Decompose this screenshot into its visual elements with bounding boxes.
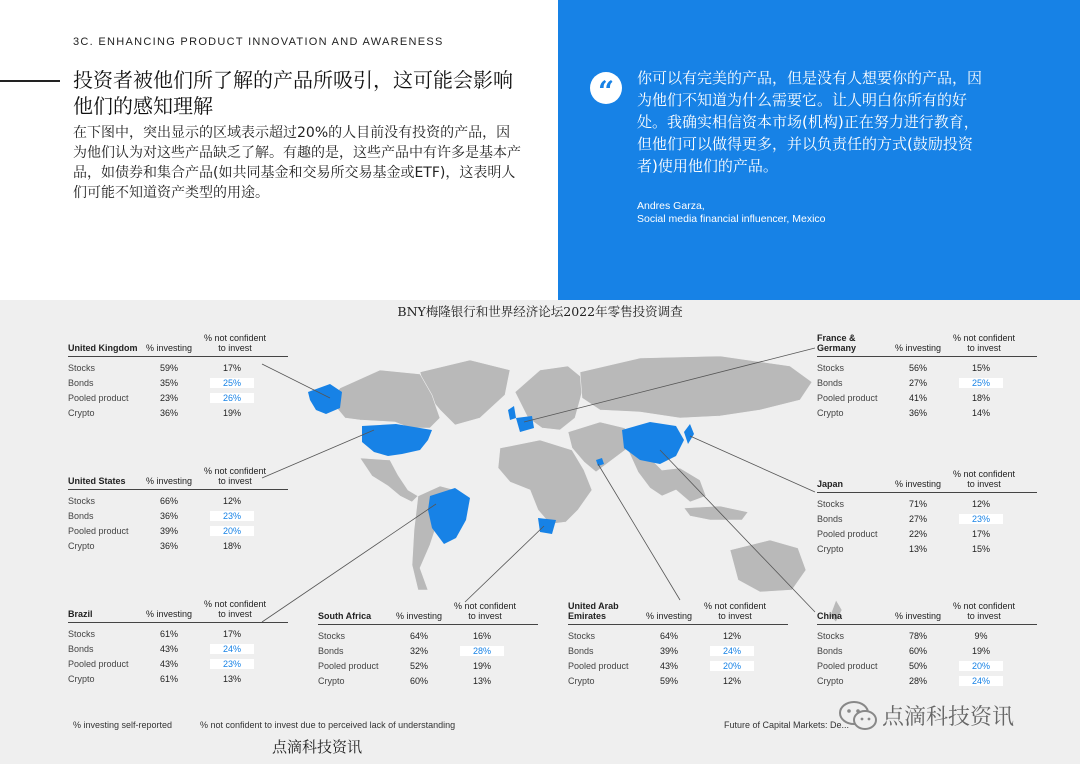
not-confident-value: 28% (460, 646, 504, 656)
row-label: Crypto (318, 676, 345, 686)
country-table-south-africa (318, 598, 538, 688)
investing-value: 71% (909, 499, 928, 509)
row-label: Bonds (68, 511, 94, 521)
table-row (817, 628, 1037, 643)
not-confident-value: 13% (472, 676, 491, 686)
country-name: Japan (817, 479, 844, 489)
table-row (817, 375, 1037, 390)
investing-value: 36% (160, 511, 179, 521)
investing-value: 43% (160, 644, 179, 654)
row-label: Pooled product (817, 661, 878, 671)
investing-value: 56% (909, 363, 928, 373)
investing-value: 52% (410, 661, 429, 671)
table-row (68, 641, 288, 656)
header-investing: % investing (396, 611, 443, 621)
row-label: Stocks (817, 363, 845, 373)
investing-value: 27% (909, 378, 928, 388)
intro-paragraph: 在下图中，突出显示的区域表示超过20%的人目前没有投资的产品，因为他们认为对这些产品缺乏了解。有趣的是，这些产品中有许多是基本产品，如债券和集合产品(如共同基金和交易所交易基金或ETF)，这表明人们可能不知道资产类型的用途。 (73, 125, 521, 201)
investing-value: 23% (160, 393, 179, 403)
table-header (817, 330, 1037, 357)
row-label: Crypto (68, 408, 95, 418)
investing-value: 28% (909, 676, 928, 686)
country-table-us (68, 463, 288, 553)
header-investing: % investing (895, 343, 942, 353)
not-confident-value: 25% (959, 378, 1003, 388)
not-confident-value: 17% (222, 629, 241, 639)
country-name: United States (68, 476, 126, 486)
watermark-text: 点滴科技资讯 (272, 738, 363, 756)
investing-value: 35% (160, 378, 179, 388)
not-confident-value: 9% (974, 631, 988, 641)
table-row (318, 643, 538, 658)
wechat-logo-icon (838, 700, 878, 732)
usa-highlight (362, 424, 432, 456)
header-investing: % investing (646, 611, 693, 621)
headline: 投资者被他们所了解的产品所吸引，这可能会影响他们的感知理解 (73, 68, 513, 118)
table-header (68, 330, 288, 357)
quote-panel (558, 0, 1080, 300)
alaska-highlight (308, 384, 342, 414)
table-row (817, 390, 1037, 405)
not-confident-value: 25% (210, 378, 254, 388)
table-row (817, 526, 1037, 541)
row-label: Stocks (68, 629, 96, 639)
header-not-confident: % not confident to invest (203, 599, 267, 619)
table-row (68, 360, 288, 375)
header-not-confident: % not confident to invest (453, 601, 517, 621)
not-confident-value: 12% (222, 496, 241, 506)
row-label: Bonds (817, 646, 843, 656)
table-row (568, 673, 788, 688)
table-row (68, 375, 288, 390)
table-row (568, 643, 788, 658)
header-investing: % investing (895, 611, 942, 621)
row-label: Crypto (568, 676, 595, 686)
quote-author: Andres Garza, (637, 200, 705, 212)
quote-text: 你可以有完美的产品，但是没有人想要你的产品，因为他们不知道为什么需要它。让人明白你所有的好处。我确实相信资本市场(机构)正在努力进行教育，但他们可以做得更多，并以负责任的方式(鼓励投资者)使用他们的产品。 (637, 69, 983, 175)
investing-value: 43% (660, 661, 679, 671)
australia-shape (730, 540, 806, 592)
not-confident-value: 18% (971, 393, 990, 403)
quote-author-role: Social media financial influencer, Mexico (637, 213, 826, 225)
row-label: Crypto (68, 674, 95, 684)
not-confident-value: 20% (710, 661, 754, 671)
investing-value: 36% (909, 408, 928, 418)
investing-value: 41% (909, 393, 928, 403)
row-label: Bonds (568, 646, 594, 656)
section-label: 3C. ENHANCING PRODUCT INNOVATION AND AWARENESS (73, 36, 444, 48)
russia-shape (580, 356, 812, 418)
country-table-uk (68, 330, 288, 420)
table-row (68, 626, 288, 641)
header-investing: % investing (146, 343, 193, 353)
not-confident-value: 17% (222, 363, 241, 373)
leader-line-south-africa (465, 526, 544, 602)
header-not-confident: % not confident to invest (203, 333, 267, 353)
row-label: Pooled product (817, 393, 878, 403)
brazil-highlight (428, 488, 470, 544)
investing-value: 22% (909, 529, 928, 539)
header-not-confident: % not confident to invest (203, 466, 267, 486)
table-header (817, 466, 1037, 493)
table-row (817, 511, 1037, 526)
footnote-investing: % investing self-reported (73, 720, 173, 730)
quote-mark-icon: “ (590, 72, 622, 104)
mexico-shape (360, 458, 418, 502)
not-confident-value: 12% (722, 676, 741, 686)
not-confident-value: 12% (722, 631, 741, 641)
investing-value: 50% (909, 661, 928, 671)
table-row (817, 643, 1037, 658)
row-label: Stocks (68, 496, 96, 506)
table-row (817, 541, 1037, 556)
not-confident-value: 23% (210, 511, 254, 521)
investing-value: 43% (160, 659, 179, 669)
investing-value: 60% (909, 646, 928, 656)
uk-highlight (508, 406, 516, 420)
not-confident-value: 24% (210, 644, 254, 654)
source-note: Future of Capital Markets: De... (724, 720, 850, 730)
not-confident-value: 19% (971, 646, 990, 656)
table-row (318, 673, 538, 688)
country-name: United Kingdom (68, 343, 138, 353)
country-name: United Arab Emirates (568, 601, 619, 621)
table-row (817, 658, 1037, 673)
table-row (68, 671, 288, 686)
not-confident-value: 24% (959, 676, 1003, 686)
row-label: Pooled product (68, 659, 129, 669)
not-confident-value: 24% (710, 646, 754, 656)
not-confident-value: 17% (971, 529, 990, 539)
table-header (68, 463, 288, 490)
table-row (68, 508, 288, 523)
table-row (68, 656, 288, 671)
row-label: Stocks (68, 363, 96, 373)
not-confident-value: 12% (971, 499, 990, 509)
investing-value: 61% (160, 674, 179, 684)
japan-highlight (684, 424, 694, 444)
not-confident-value: 20% (210, 526, 254, 536)
leader-line-japan (690, 436, 815, 492)
table-row (68, 390, 288, 405)
country-name: China (817, 611, 843, 621)
header-investing: % investing (895, 479, 942, 489)
table-row (568, 658, 788, 673)
table-row (68, 493, 288, 508)
row-label: Pooled product (318, 661, 379, 671)
investing-value: 66% (160, 496, 179, 506)
table-row (817, 360, 1037, 375)
country-table-brazil (68, 596, 288, 686)
not-confident-value: 14% (971, 408, 990, 418)
not-confident-value: 23% (959, 514, 1003, 524)
row-label: Crypto (68, 541, 95, 551)
header-investing: % investing (146, 609, 193, 619)
table-header (318, 598, 538, 625)
country-table-japan (817, 466, 1037, 556)
investing-value: 27% (909, 514, 928, 524)
not-confident-value: 26% (210, 393, 254, 403)
not-confident-value: 15% (971, 363, 990, 373)
row-label: Crypto (817, 676, 844, 686)
not-confident-value: 16% (472, 631, 491, 641)
table-row (68, 538, 288, 553)
row-label: Bonds (318, 646, 344, 656)
investing-value: 39% (660, 646, 679, 656)
row-label: Bonds (817, 378, 843, 388)
country-name: Brazil (68, 609, 93, 619)
survey-title: BNY梅隆银行和世界经济论坛2022年零售投资调查 (397, 304, 683, 319)
investing-value: 60% (410, 676, 429, 686)
table-header (68, 596, 288, 623)
row-label: Pooled product (817, 529, 878, 539)
row-label: Stocks (568, 631, 596, 641)
header-not-confident: % not confident to invest (952, 469, 1016, 489)
not-confident-value: 20% (959, 661, 1003, 671)
header-not-confident: % not confident to invest (703, 601, 767, 621)
row-label: Pooled product (568, 661, 629, 671)
header-investing: % investing (146, 476, 193, 486)
investing-value: 59% (660, 676, 679, 686)
country-table-uae (568, 598, 788, 688)
row-label: Pooled product (68, 393, 129, 403)
row-label: Crypto (817, 544, 844, 554)
country-table-france-germany (817, 330, 1037, 420)
investing-value: 13% (909, 544, 928, 554)
leader-line-china (660, 450, 815, 612)
headline-rule (0, 80, 60, 82)
row-label: Bonds (68, 378, 94, 388)
table-row (68, 523, 288, 538)
investing-value: 32% (410, 646, 429, 656)
table-header (817, 598, 1037, 625)
header-not-confident: % not confident to invest (952, 601, 1016, 621)
investing-value: 36% (160, 541, 179, 551)
row-label: Stocks (817, 631, 845, 641)
investing-value: 39% (160, 526, 179, 536)
investing-value: 61% (160, 629, 179, 639)
table-row (68, 405, 288, 420)
table-row (817, 405, 1037, 420)
row-label: Pooled product (68, 526, 129, 536)
table-row (318, 658, 538, 673)
investing-value: 64% (410, 631, 429, 641)
row-label: Stocks (318, 631, 346, 641)
row-label: Stocks (817, 499, 845, 509)
not-confident-value: 23% (210, 659, 254, 669)
wechat-account-label: 点滴科技资讯 (882, 705, 1015, 730)
france-germany-highlight (516, 416, 534, 432)
table-header (568, 598, 788, 625)
not-confident-value: 15% (971, 544, 990, 554)
not-confident-value: 13% (222, 674, 241, 684)
row-label: Crypto (817, 408, 844, 418)
country-table-china (817, 598, 1037, 688)
row-label: Bonds (817, 514, 843, 524)
investing-value: 36% (160, 408, 179, 418)
investing-value: 59% (160, 363, 179, 373)
not-confident-value: 19% (472, 661, 491, 671)
country-name: France & Germany (817, 333, 857, 353)
investing-value: 64% (660, 631, 679, 641)
header-not-confident: % not confident to invest (952, 333, 1016, 353)
table-row (817, 496, 1037, 511)
table-row (817, 673, 1037, 688)
row-label: Bonds (68, 644, 94, 654)
south-africa-highlight (538, 518, 556, 534)
not-confident-value: 18% (222, 541, 241, 551)
footnote-confidence: % not confident to invest due to perceived lack of understanding (200, 720, 456, 730)
table-row (568, 628, 788, 643)
country-name: South Africa (318, 611, 372, 621)
not-confident-value: 19% (222, 408, 241, 418)
table-row (318, 628, 538, 643)
map-panel (0, 300, 1080, 764)
investing-value: 78% (909, 631, 928, 641)
